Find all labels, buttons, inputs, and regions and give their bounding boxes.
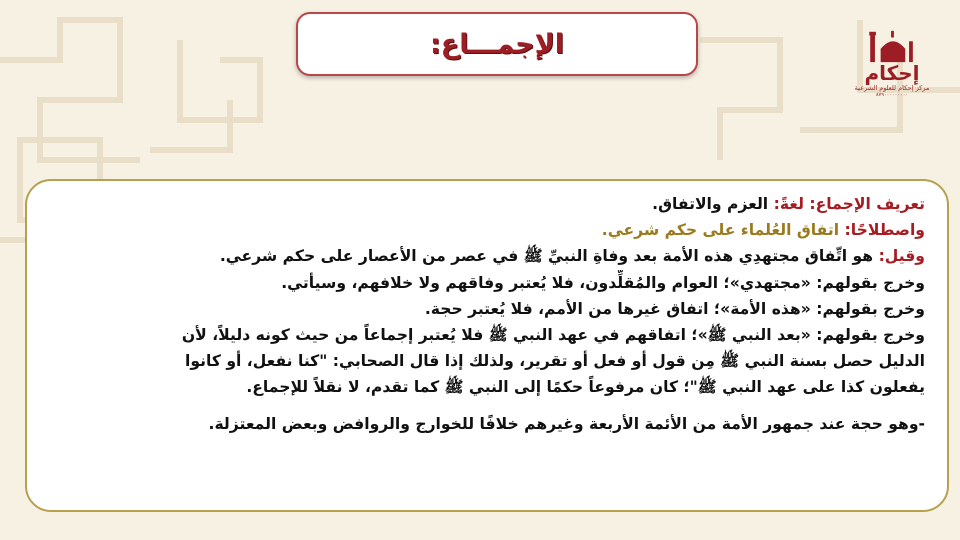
term-label: تعريف الإجماع: <box>809 195 925 213</box>
logo-subtitle: مركز إحكام للعلوم الشرعية <box>854 84 930 92</box>
mosque-dome-icon <box>862 28 922 64</box>
conclusion-line: -وهو حجة عند جمهور الأمة من الأئمة الأربعة وغيرهم خلافًا للخوارج والروافض وبعض المعتزلة. <box>208 414 925 433</box>
text-line: الدليل حصل بسنة النبي ﷺ مِن قول أو فعل أو تقرير، ولذلك إذا قال الصحابي: "كنا نفعل، أو كانوا <box>185 352 925 371</box>
lughatan-label: لغةً: <box>773 195 804 213</box>
qila-text: هو اتِّفاق مجتهدِي هذه الأمة بعد وفاةِ النبيِّ ﷺ في عصر من الأعصار على حكم شرعي. <box>219 247 874 266</box>
logo <box>838 28 946 98</box>
text-line: يفعلون كذا على عهد النبي ﷺ"؛ كان مرفوعاً حكمًا إلى النبي ﷺ كما تقدم، لا نقلاً للإجماع. <box>246 378 925 397</box>
logo-wordmark: إحكام <box>864 61 920 85</box>
istilahan-text: اتفاق العُلماء على حكم شرعي. <box>601 221 840 240</box>
logo-number: ٨٧٩٠٠٠٠٠٠٠٠٠ <box>875 92 909 98</box>
text-line: وخرج بقولهم: «مجتهدي»؛ العوام والمُقلِّدون، فلا يُعتبر وفاقهم ولا خلافهم، وسيأتي. <box>281 273 925 292</box>
text-line: وخرج بقولهم: «بعد النبي ﷺ»؛ اتفاقهم في عهد النبي ﷺ فلا يُعتبر إجماعاً من حيث كونه دليلاً، لأن <box>181 326 925 345</box>
page-title: الإجمـــاع: <box>430 28 564 60</box>
lughatan-text: العزم والاتفاق. <box>652 195 769 213</box>
text-line: وخرج بقولهم: «هذه الأمة»؛ اتفاق غيرها من الأمم، فلا يُعتبر حجة. <box>424 299 925 318</box>
istilahan-label: واصطلاحًا: <box>844 221 925 240</box>
qila-line <box>41 243 925 269</box>
qila-label: وقيل: <box>878 247 925 266</box>
content-box <box>25 179 949 512</box>
istilahan-line <box>41 217 925 243</box>
definition-line <box>41 191 925 217</box>
title-box <box>296 12 698 76</box>
